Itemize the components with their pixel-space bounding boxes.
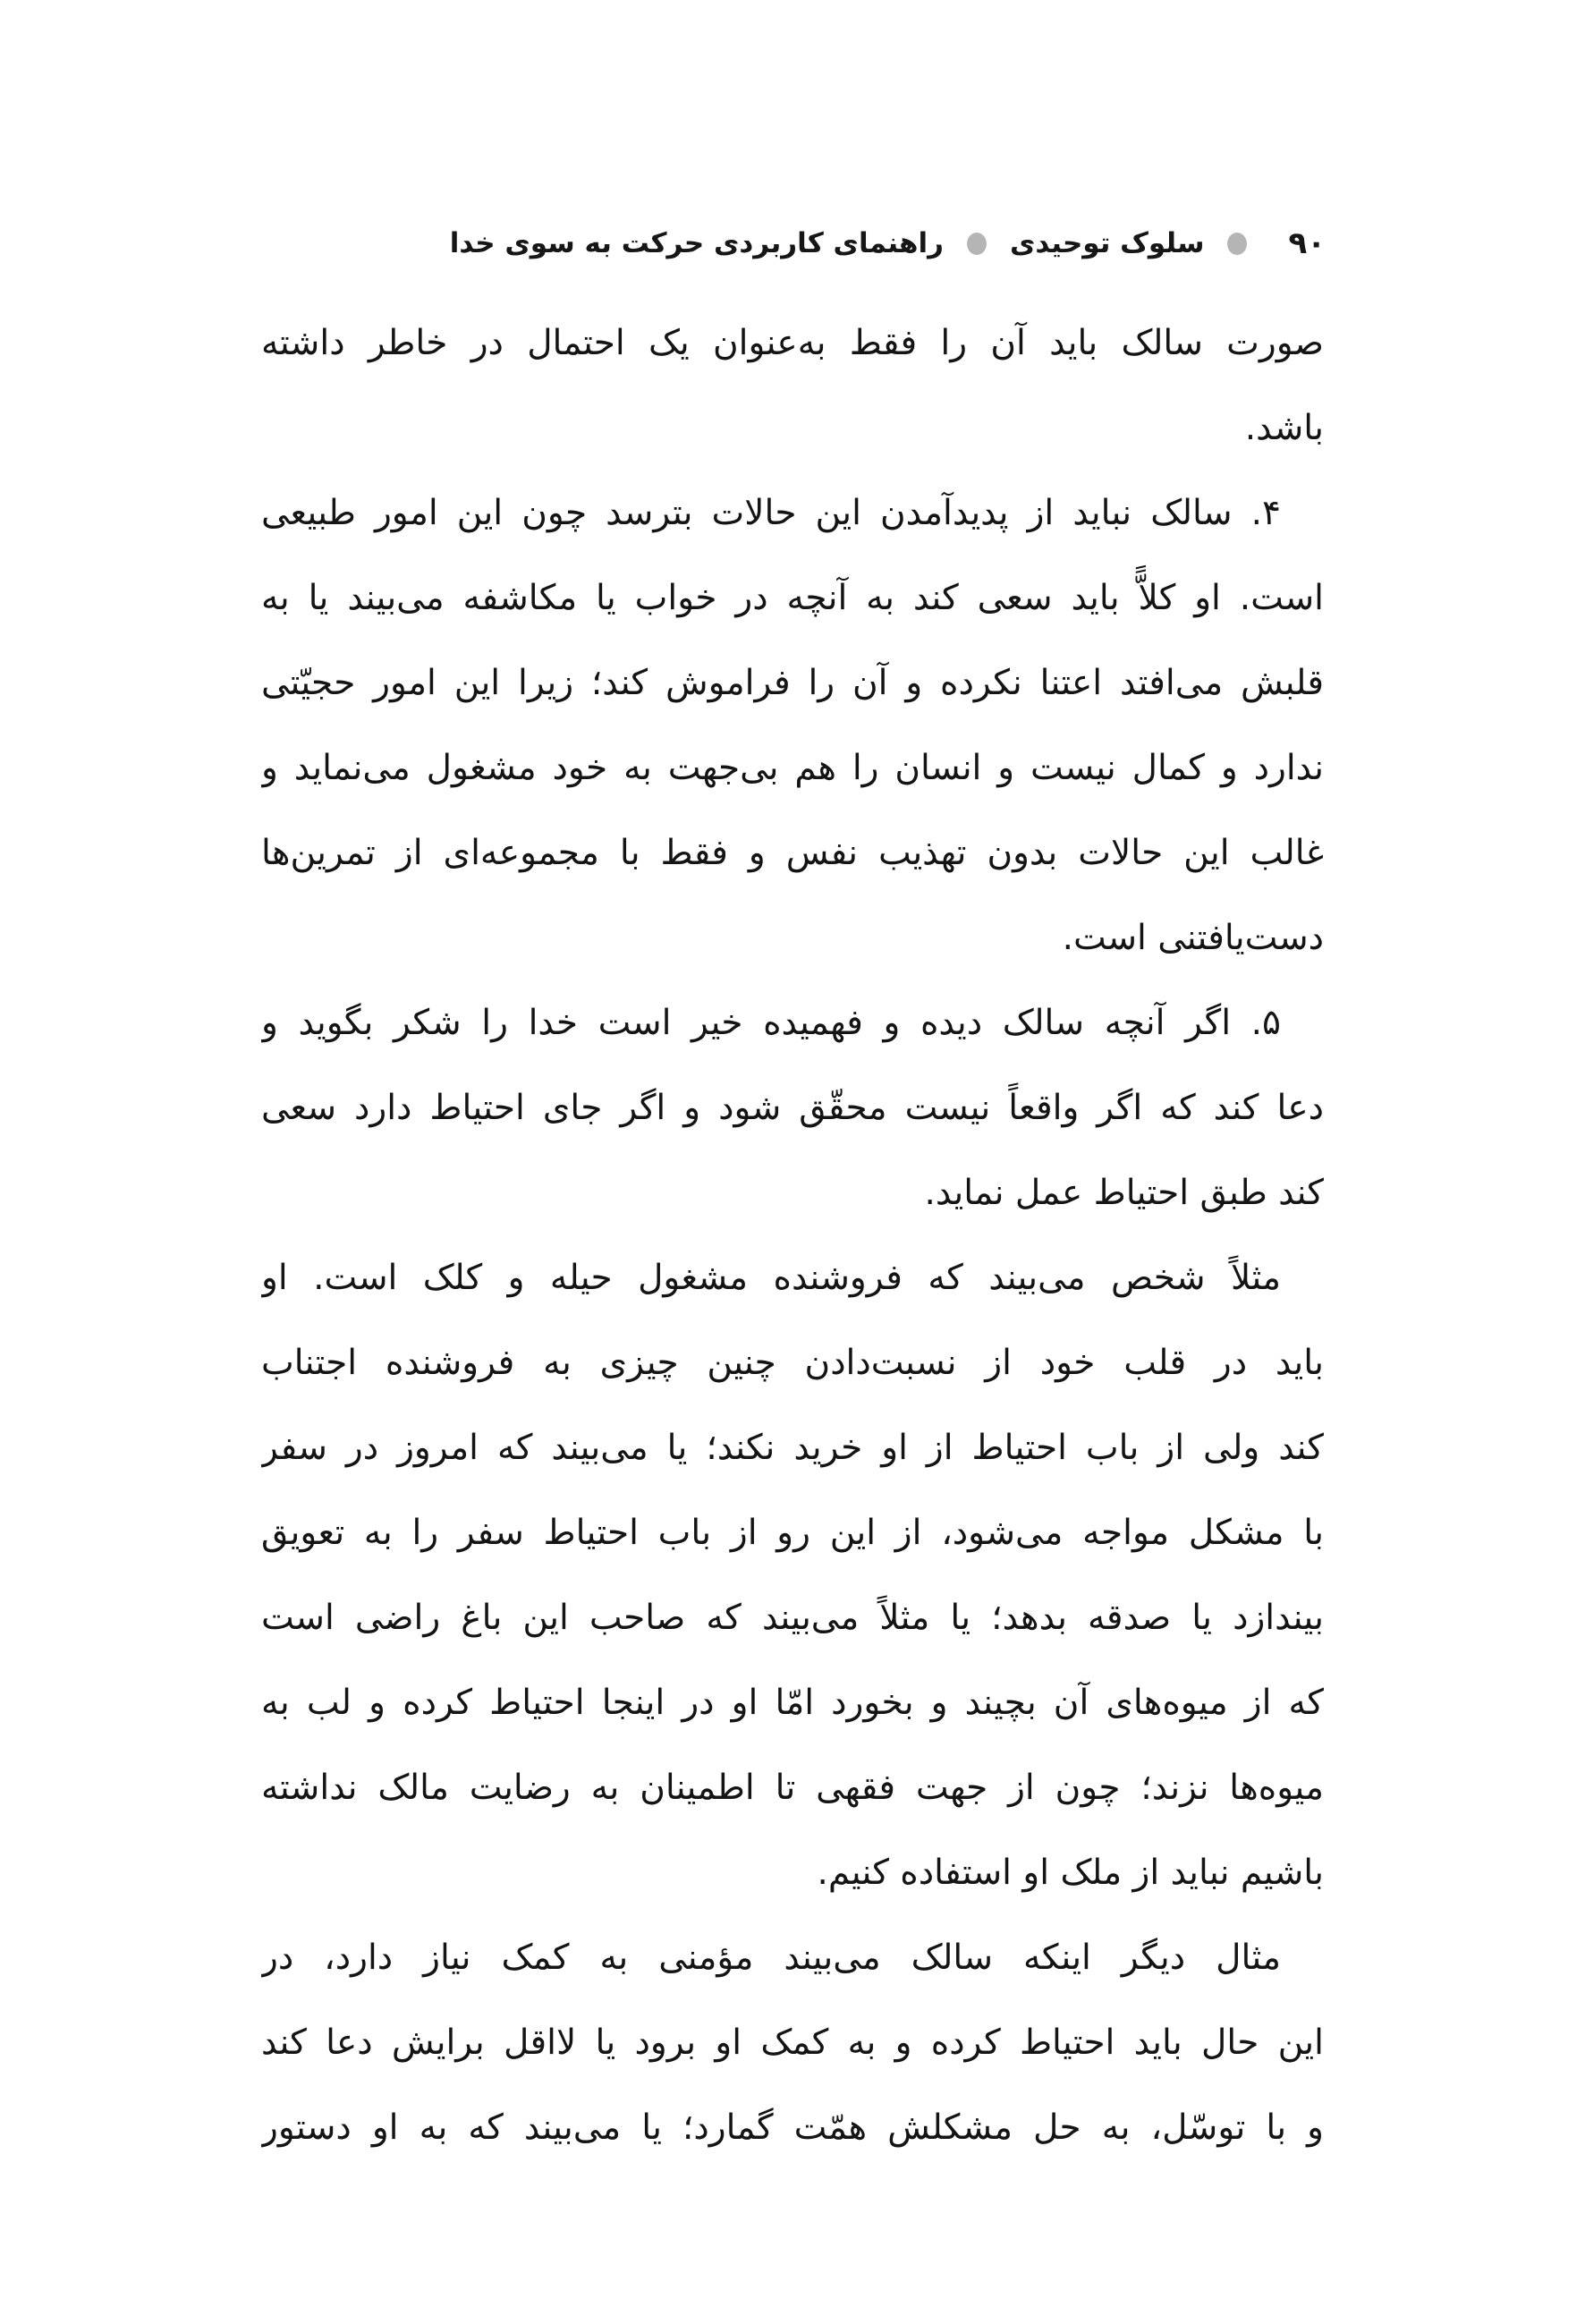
text-line: که از میوه‌های آن بچیند و بخورد امّا او در اینجا احتیاط کرده و لب به	[261, 1683, 1324, 1723]
page-number: ۹۰	[1288, 225, 1326, 261]
separator-bullet-icon	[1227, 233, 1247, 255]
text-line: مثلاً شخص می‌بیند که فروشنده مشغول حیله و کلک است. او	[261, 1258, 1281, 1298]
text-line: است. او کلاًّ باید سعی کند به آنچه در خواب یا مکاشفه می‌بیند یا به	[261, 578, 1324, 618]
text-line: کند ولی از باب احتیاط از او خرید نکند؛ یا می‌بیند که امروز در سفر	[261, 1428, 1324, 1468]
page-body	[261, 301, 1324, 2170]
text-line: باشد.	[1244, 408, 1324, 448]
text-line: غالب این حالات بدون تهذیب نفس و فقط با مجموعه‌ای از تمرین‌ها	[261, 833, 1324, 873]
text-line: صورت سالک باید آن را فقط به‌عنوان یک احتمال در خاطر داشته	[261, 323, 1324, 363]
text-line: دعا کند که اگر واقعاً نیست محقّق شود و اگر جای احتیاط دارد سعی	[261, 1088, 1324, 1128]
paragraph	[261, 980, 1324, 1235]
text-line: مثال دیگر اینکه سالک می‌بیند مؤمنی به کمک نیاز دارد، در	[261, 1938, 1281, 1978]
text-line: قلبش می‌افتد اعتنا نکرده و آن را فراموش کند؛ زیرا این امور حجیّتی	[261, 663, 1324, 703]
text-line: بیندازد یا صدقه بدهد؛ یا مثلاً می‌بیند که صاحب این باغ راضی است	[261, 1598, 1324, 1638]
text-line: دست‌یافتنی است.	[1062, 918, 1324, 958]
text-line: میوه‌ها نزند؛ چون از جهت فقهی تا اطمینان به رضایت مالک نداشته	[261, 1768, 1324, 1808]
text-line: با مشکل مواجه می‌شود، از این رو از باب احتیاط سفر را به تعویق	[261, 1513, 1324, 1553]
text-line: باید در قلب خود از نسبت‌دادن چنین چیزی به فروشنده اجتناب	[261, 1343, 1324, 1383]
text-line: و با توسّل، به حل مشکلش همّت گمارد؛ یا می‌بیند که به او دستور	[261, 2108, 1324, 2148]
paragraph	[261, 1235, 1324, 1915]
text-line: این حال باید احتیاط کرده و به کمک او برود یا لااقل برایش دعا کند	[261, 2023, 1324, 2063]
paragraph	[261, 301, 1324, 471]
paragraph	[261, 471, 1324, 980]
text-line: ندارد و کمال نیست و انسان را هم بی‌جهت به خود مشغول می‌نماید و	[261, 748, 1324, 788]
text-line: ۴. سالک نباید از پدیدآمدن این حالات بترسد چون این امور طبیعی	[261, 493, 1281, 533]
paragraph	[261, 1915, 1324, 2170]
chapter-title: راهنمای کاربردی حرکت به سوی خدا	[449, 226, 944, 259]
text-line: باشیم نباید از ملک او استفاده کنیم.	[817, 1853, 1324, 1893]
separator-bullet-icon	[967, 233, 987, 255]
book-title: سلوک توحیدی	[1009, 226, 1205, 259]
running-head	[450, 225, 1326, 261]
text-line: ۵. اگر آنچه سالک دیده و فهمیده خیر است خدا را شکر بگوید و	[261, 1003, 1281, 1043]
text-line: کند طبق احتیاط عمل نماید.	[924, 1173, 1324, 1213]
